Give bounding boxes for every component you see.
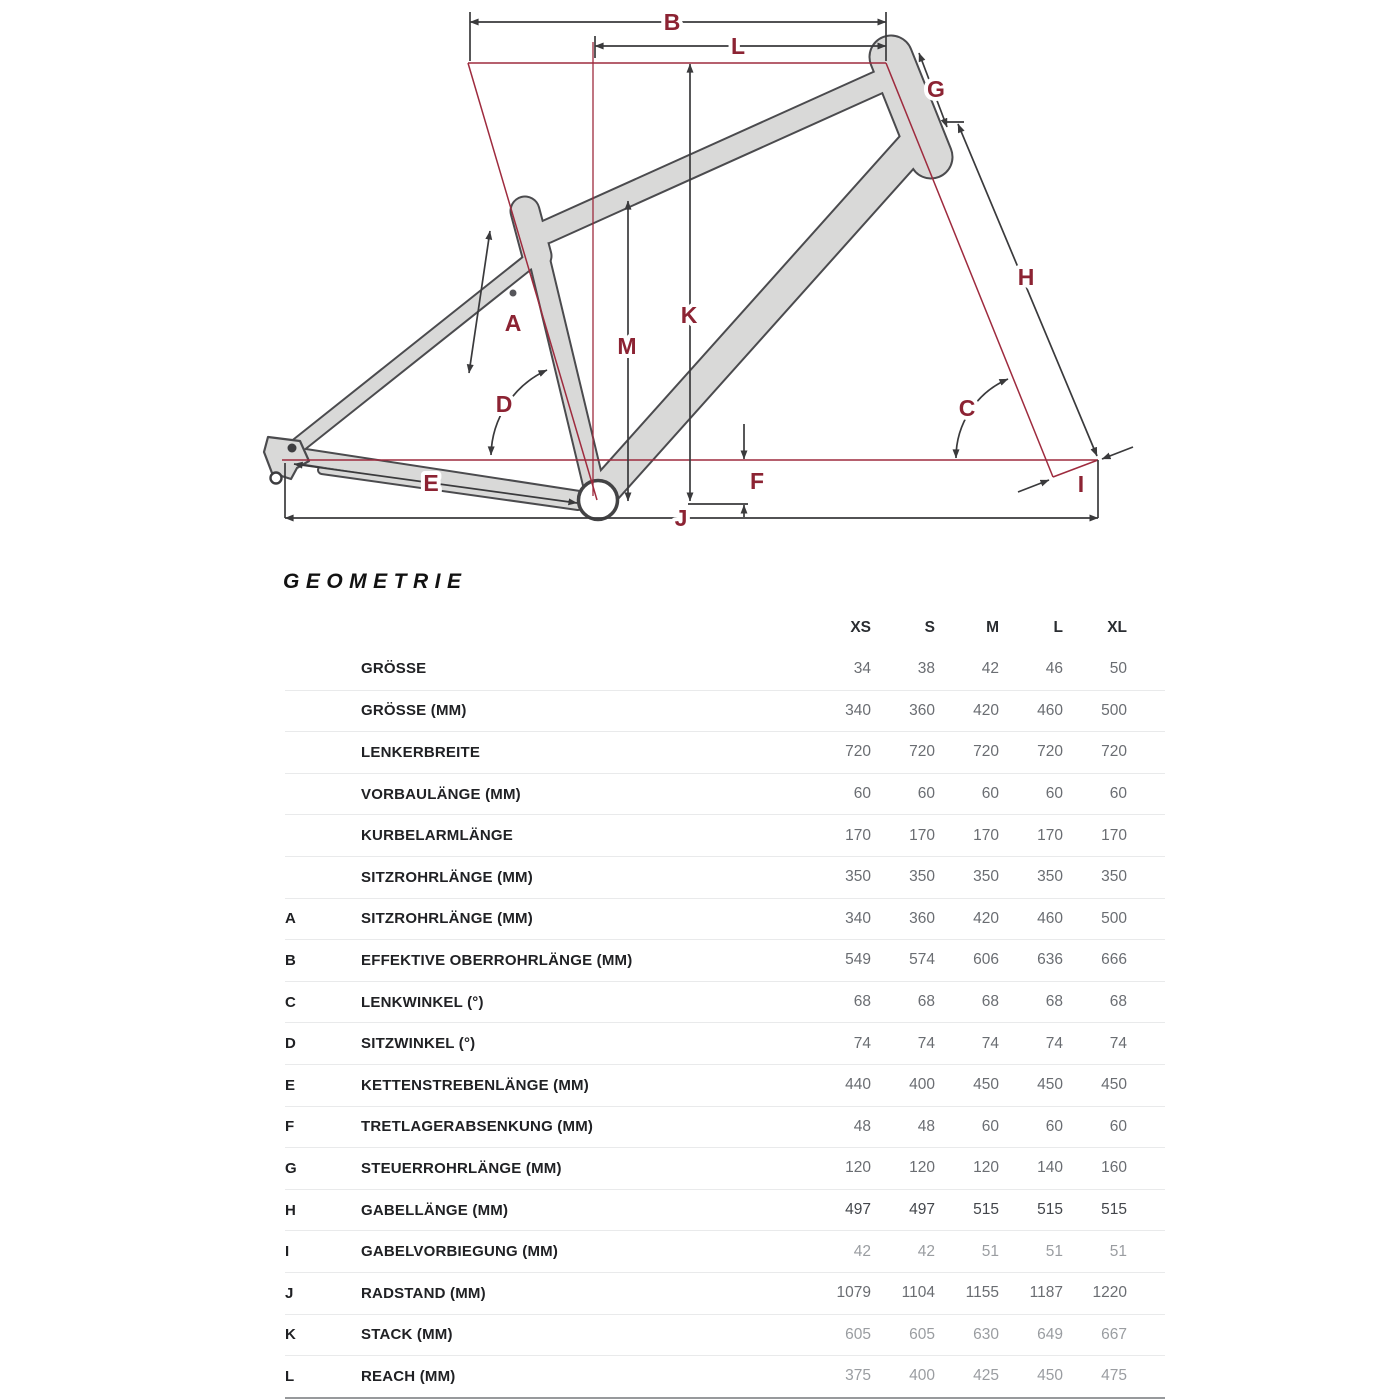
row-value-xs: 497 <box>845 1201 871 1219</box>
row-letter: D <box>285 1035 296 1053</box>
row-value-l: 649 <box>1037 1325 1063 1343</box>
row-letter: K <box>285 1326 296 1344</box>
table-row <box>285 981 1165 1023</box>
row-value-s: 170 <box>909 826 935 844</box>
table-row <box>285 1314 1165 1356</box>
fork-offset-line <box>1053 460 1098 477</box>
row-value-xs: 34 <box>853 659 871 677</box>
row-value-m: 68 <box>981 993 999 1011</box>
row-value-l: 140 <box>1037 1159 1063 1177</box>
row-value-m: 425 <box>973 1367 999 1385</box>
axle-bolt <box>288 444 297 453</box>
row-value-s: 120 <box>909 1159 935 1177</box>
frame-geometry-svg <box>0 0 1400 558</box>
geometry-table <box>285 608 1165 1399</box>
row-value-xl: 515 <box>1101 1201 1127 1219</box>
table-row <box>285 856 1165 898</box>
table-row <box>285 1272 1165 1314</box>
bike-frame <box>264 57 931 520</box>
row-value-m: 420 <box>973 701 999 719</box>
size-column-header: S <box>924 619 935 636</box>
row-value-s: 38 <box>917 659 935 677</box>
row-letter: C <box>285 993 296 1011</box>
table-row <box>285 1230 1165 1272</box>
row-value-xl: 500 <box>1101 701 1127 719</box>
row-label: STEUERROHRLÄNGE (MM) <box>361 1159 562 1177</box>
row-letter: F <box>285 1118 295 1136</box>
row-label: SITZROHRLÄNGE (MM) <box>361 910 533 928</box>
row-value-xs: 48 <box>853 1117 871 1135</box>
row-letter: I <box>285 1243 290 1261</box>
row-value-l: 515 <box>1037 1201 1063 1219</box>
size-column-header: XL <box>1107 619 1127 636</box>
row-value-xs: 120 <box>845 1159 871 1177</box>
row-value-m: 630 <box>973 1325 999 1343</box>
row-value-xl: 667 <box>1101 1325 1127 1343</box>
row-label: VORBAULÄNGE (MM) <box>361 785 521 803</box>
label-K: K <box>680 302 698 328</box>
label-A: A <box>504 310 522 336</box>
dim-I-left <box>1018 480 1049 492</box>
table-row <box>285 1355 1165 1397</box>
table-row <box>285 1064 1165 1106</box>
table-row <box>285 1022 1165 1064</box>
row-value-xl: 475 <box>1101 1367 1127 1385</box>
row-value-s: 497 <box>909 1201 935 1219</box>
row-value-xs: 350 <box>845 868 871 886</box>
row-letter: E <box>285 1076 296 1094</box>
row-value-xs: 1079 <box>836 1284 871 1302</box>
row-value-xl: 50 <box>1109 659 1127 677</box>
row-value-m: 51 <box>981 1242 999 1260</box>
row-value-m: 60 <box>981 1117 999 1135</box>
row-label: GRÖSSE (MM) <box>361 702 467 720</box>
row-value-m: 350 <box>973 868 999 886</box>
row-value-s: 400 <box>909 1076 935 1094</box>
row-value-l: 460 <box>1037 701 1063 719</box>
dim-H <box>958 124 1097 456</box>
row-value-l: 60 <box>1045 1117 1063 1135</box>
label-M: M <box>617 333 637 359</box>
row-value-m: 420 <box>973 909 999 927</box>
row-value-xs: 60 <box>853 785 871 803</box>
row-value-m: 74 <box>981 1034 999 1052</box>
row-value-xs: 440 <box>845 1076 871 1094</box>
row-value-xl: 160 <box>1101 1159 1127 1177</box>
dim-I-right <box>1102 447 1133 459</box>
row-letter: B <box>285 951 296 969</box>
row-value-xs: 74 <box>853 1034 871 1052</box>
row-label: GABELVORBIEGUNG (MM) <box>361 1243 559 1261</box>
row-value-m: 450 <box>973 1076 999 1094</box>
row-value-l: 51 <box>1045 1242 1063 1260</box>
label-G: G <box>927 76 945 102</box>
row-label: SITZWINKEL (°) <box>361 1035 476 1053</box>
seat-stay-pivot <box>510 290 517 297</box>
row-value-xs: 605 <box>845 1325 871 1343</box>
row-label: KURBELARMLÄNGE <box>361 827 513 845</box>
section-title: GEOMETRIE <box>283 570 468 593</box>
label-C: C <box>958 395 976 421</box>
row-value-xl: 74 <box>1109 1034 1127 1052</box>
table-row <box>285 1147 1165 1189</box>
row-value-l: 636 <box>1037 951 1063 969</box>
row-value-s: 360 <box>909 701 935 719</box>
label-H: H <box>1017 264 1035 290</box>
row-value-s: 400 <box>909 1367 935 1385</box>
table-row <box>285 731 1165 773</box>
row-label: LENKERBREITE <box>361 743 481 761</box>
row-value-xs: 170 <box>845 826 871 844</box>
row-value-s: 350 <box>909 868 935 886</box>
row-value-xs: 375 <box>845 1367 871 1385</box>
frame-geometry-diagram <box>0 0 1400 558</box>
row-label: GRÖSSE <box>361 660 427 678</box>
row-value-xl: 500 <box>1101 909 1127 927</box>
table-row <box>285 1189 1165 1231</box>
row-value-xl: 170 <box>1101 826 1127 844</box>
row-value-s: 605 <box>909 1325 935 1343</box>
row-value-xs: 720 <box>845 743 871 761</box>
row-label: LENKWINKEL (°) <box>361 993 484 1011</box>
row-label: STACK (MM) <box>361 1326 453 1344</box>
table-row <box>285 898 1165 940</box>
row-value-m: 42 <box>981 659 999 677</box>
row-value-m: 606 <box>973 951 999 969</box>
row-letter: H <box>285 1201 296 1219</box>
row-letter: J <box>285 1284 294 1302</box>
size-column-header: L <box>1053 619 1063 636</box>
derailleur-hanger <box>271 473 282 484</box>
row-value-l: 720 <box>1037 743 1063 761</box>
label-B: B <box>663 9 681 35</box>
row-value-s: 60 <box>917 785 935 803</box>
bottom-bracket <box>579 481 618 520</box>
table-row <box>285 690 1165 732</box>
row-value-s: 574 <box>909 951 935 969</box>
row-label: EFFEKTIVE OBERROHRLÄNGE (MM) <box>361 951 633 969</box>
row-letter: A <box>285 910 296 928</box>
row-value-s: 42 <box>917 1242 935 1260</box>
table-row <box>285 773 1165 815</box>
label-F: F <box>749 468 765 494</box>
row-value-xl: 350 <box>1101 868 1127 886</box>
table-row <box>285 939 1165 981</box>
row-value-m: 515 <box>973 1201 999 1219</box>
row-value-xl: 68 <box>1109 993 1127 1011</box>
row-value-l: 460 <box>1037 909 1063 927</box>
table-row <box>285 814 1165 856</box>
row-value-xs: 549 <box>845 951 871 969</box>
row-value-xs: 68 <box>853 993 871 1011</box>
row-value-s: 48 <box>917 1117 935 1135</box>
seat-axis-line <box>468 63 597 500</box>
row-value-m: 1155 <box>965 1284 999 1302</box>
row-value-s: 74 <box>917 1034 935 1052</box>
row-value-l: 450 <box>1037 1076 1063 1094</box>
row-label: GABELLÄNGE (MM) <box>361 1201 509 1219</box>
row-label: TRETLAGERABSENKUNG (MM) <box>361 1118 594 1136</box>
row-value-xl: 60 <box>1109 1117 1127 1135</box>
label-D: D <box>495 391 513 417</box>
row-value-xl: 450 <box>1101 1076 1127 1094</box>
row-label: REACH (MM) <box>361 1367 456 1385</box>
row-value-s: 68 <box>917 993 935 1011</box>
row-label: KETTENSTREBENLÄNGE (MM) <box>361 1076 589 1094</box>
row-value-xs: 340 <box>845 701 871 719</box>
size-column-header: XS <box>850 619 871 636</box>
row-value-l: 170 <box>1037 826 1063 844</box>
label-I: I <box>1077 471 1085 497</box>
row-value-l: 74 <box>1045 1034 1063 1052</box>
row-value-l: 450 <box>1037 1367 1063 1385</box>
table-row <box>285 1106 1165 1148</box>
row-value-xl: 60 <box>1109 785 1127 803</box>
row-value-m: 170 <box>973 826 999 844</box>
row-letter: G <box>285 1159 297 1177</box>
row-value-l: 68 <box>1045 993 1063 1011</box>
row-value-xl: 666 <box>1101 951 1127 969</box>
row-value-m: 60 <box>981 785 999 803</box>
row-label: SITZROHRLÄNGE (MM) <box>361 868 533 886</box>
label-L: L <box>730 33 746 59</box>
row-value-xs: 340 <box>845 909 871 927</box>
size-column-header: M <box>986 619 999 636</box>
row-value-s: 360 <box>909 909 935 927</box>
row-value-m: 120 <box>973 1159 999 1177</box>
dimension-lines <box>285 12 1133 518</box>
table-header-row <box>285 608 1165 648</box>
row-value-s: 1104 <box>901 1284 935 1302</box>
row-value-l: 1187 <box>1029 1284 1063 1302</box>
label-E: E <box>423 470 439 496</box>
row-value-xl: 51 <box>1109 1242 1127 1260</box>
row-value-m: 720 <box>973 743 999 761</box>
table-row <box>285 648 1165 690</box>
row-value-s: 720 <box>909 743 935 761</box>
row-value-l: 350 <box>1037 868 1063 886</box>
row-letter: L <box>285 1367 295 1385</box>
row-label: RADSTAND (MM) <box>361 1284 486 1302</box>
row-value-l: 46 <box>1045 659 1063 677</box>
label-J: J <box>674 505 688 531</box>
row-value-l: 60 <box>1045 785 1063 803</box>
row-value-xl: 1220 <box>1092 1284 1127 1302</box>
row-value-xl: 720 <box>1101 743 1127 761</box>
row-value-xs: 42 <box>853 1242 871 1260</box>
